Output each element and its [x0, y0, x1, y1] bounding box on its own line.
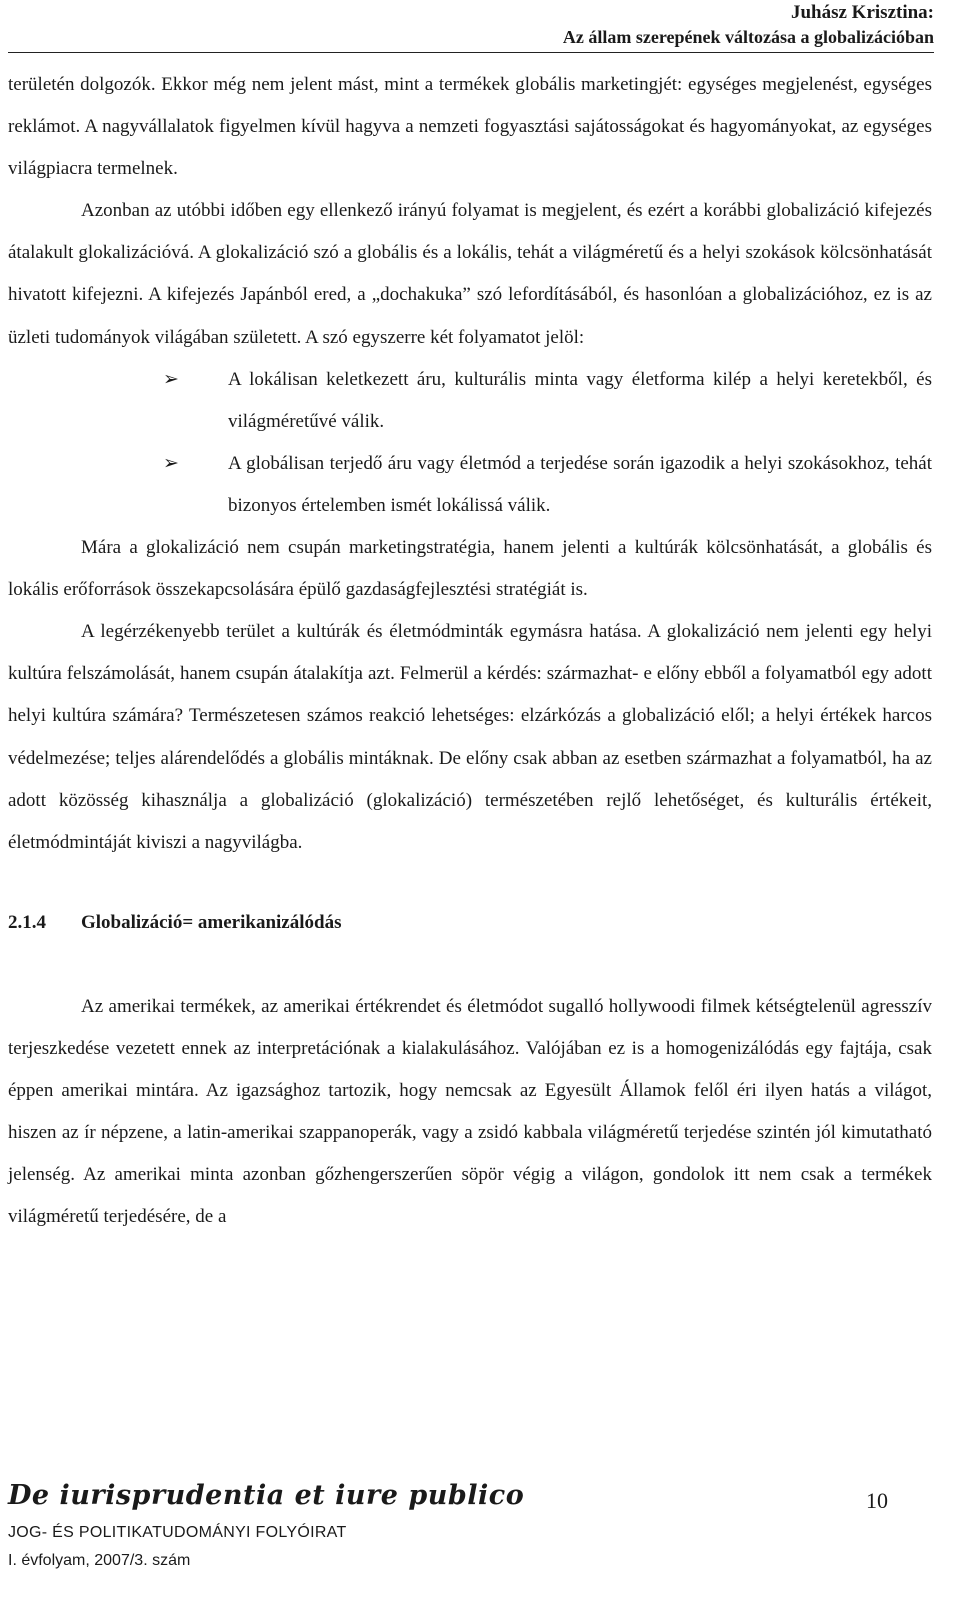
- document-body: [8, 64, 932, 1238]
- header-author: Juhász Krisztina:: [790, 2, 934, 23]
- journal-subtitle: JOG- ÉS POLITIKATUDOMÁNYI FOLYÓIRAT: [8, 1524, 347, 1541]
- bullet-item-2: [8, 443, 932, 527]
- arrow-bullet-icon: ➢: [163, 368, 179, 390]
- bullet-text-2: A globálisan terjedő áru vagy életmód a terjedése során igazodik a helyi szokásokhoz, tehát bizonyos értelemben ismét lokálissá válik.: [228, 452, 932, 516]
- paragraph-5: Az amerikai termékek, az amerikai értékrendet és életmódot sugalló hollywoodi filmek kétségtelenül agresszív terjeszkedése vezetett ennek az interpretációnak a kialakulásához. Valójában ez is a homogenizálódás egy fajtája, csak éppen amerikai mintára. Az igazsághoz tartozik, hogy nemcsak az Egyesült Államok felől éri ilyen hatás a világot, hiszen az ír népzene, a latin-amerikai szappanoperák, vagy a zsidó kabbala világméretű terjedése szintén jól kimutatható jelenség. Az amerikai minta azonban gőzhengerszerűen söpör végig a világon, gondolok itt nem csak a termékek világméretű terjedésére, de a: [8, 995, 932, 1228]
- paragraph-3: Mára a glokalizáció nem csupán marketingstratégia, hanem jelenti a kultúrák kölcsönhatását, a globális és lokális erőforrások összekapcsolására épülő gazdaságfejlesztési stratégiát is.: [8, 537, 932, 601]
- section-heading: [8, 902, 932, 944]
- page-header: [8, 0, 934, 53]
- journal-name: De iurisprudentia et iure publico: [8, 1480, 525, 1511]
- section-number: 2.1.4: [8, 911, 46, 933]
- header-title: Az állam szerepének változása a globalizációban: [562, 27, 934, 47]
- section-title: Globalizáció= amerikanizálódás: [81, 911, 342, 933]
- page-number: 10: [866, 1488, 888, 1513]
- paragraph-4: A legérzékenyebb terület a kultúrák és életmódminták egymásra hatása. A glokalizáció nem jelenti egy helyi kultúra felszámolását, hanem csupán átalakítja azt. Felmerül a kérdés: származhat- e előny ebből a folyamatból egy adott helyi kultúra számára? Természetesen számos reakció lehetséges: elzárkózás a globalizáció elől; a helyi értékek harcos védelmezése; teljes alárendelődés a globális mintáknak. De előny csak abban az esetben származhat a folyamatból, ha az adott közösség kihasználja a globalizáció (glokalizáció) természetében rejlő lehetőséget, és kulturális értékeit, életmódmintáját kiviszi a nagyvilágba.: [8, 621, 932, 853]
- paragraph-1: területén dolgozók. Ekkor még nem jelent mást, mint a termékek globális marketingjét: egységes megjelenést, egységes reklámot. A nagyvállalatok figyelmen kívül hagyva a nemzeti fogyasztási sajátosságokat és hagyományokat, az egységes világpiacra termelnek.: [8, 74, 932, 180]
- arrow-bullet-icon: ➢: [163, 452, 179, 474]
- journal-issue: I. évfolyam, 2007/3. szám: [8, 1552, 191, 1569]
- bullet-list: [8, 359, 932, 527]
- page-footer: [8, 1480, 932, 1604]
- bullet-item-1: [8, 359, 932, 443]
- bullet-text-1: A lokálisan keletkezett áru, kulturális minta vagy életforma kilép a helyi keretekből, és világméretűvé válik.: [228, 368, 932, 432]
- paragraph-2: Azonban az utóbbi időben egy ellenkező irányú folyamat is megjelent, és ezért a korábbi globalizáció kifejezés átalakult glokalizációvá. A glokalizáció szó a globális és a lokális, tehát a világméretű és a helyi szokások kölcsönhatását hivatott kifejezni. A kifejezés Japánból ered, a „dochakuka” szó lefordításából, és hasonlóan a globalizációhoz, ez is az üzleti tudományok világában született. A szó egyszerre két folyamatot jelöl:: [8, 200, 932, 348]
